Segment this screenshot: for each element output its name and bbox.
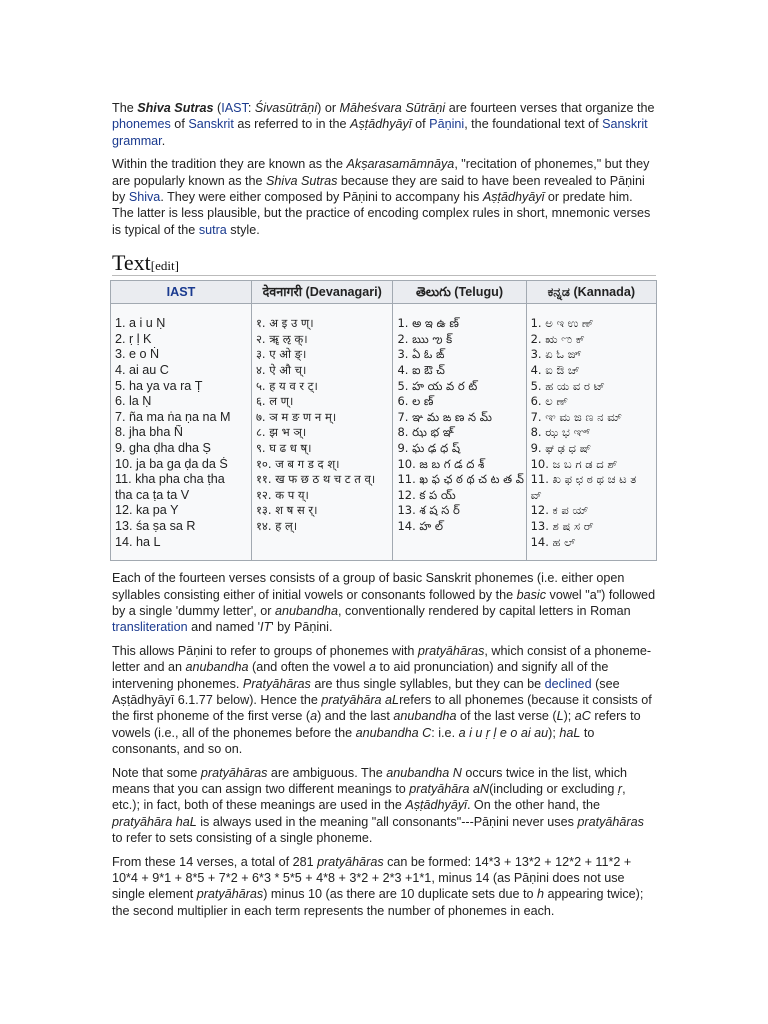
text-run: to consonants, and so on. [112,725,595,757]
iast-line: 7. ña ma ṅa ṇa na M [115,409,231,424]
term-sivasutrani: Śivasūtrāṇi [254,101,318,115]
text-run: ) minus 10 (as there are 10 duplicate sets due to [263,887,537,902]
iast-line: 10. ja ba ga ḍa da Ś [115,456,228,471]
devanagari-line: ९. घ ढ ध ष्। [255,441,312,455]
term-astadhyayi: Aṣṭādhyāyī [482,190,545,205]
link-phonemes[interactable]: phonemes [112,117,171,132]
link-shiva[interactable]: Shiva [128,190,161,205]
table-header-row [111,281,657,304]
kannada-line: 2. ಋ ಌ ಕ್ [530,331,585,346]
text-run: ) or [317,101,340,115]
iast-line: 12. ka pa Y [115,503,179,518]
devanagari-line: १४. ह ल्। [255,518,298,533]
text-run: (see Aṣṭādhyāyī 6.1.77 below). Hence the [112,676,620,707]
header-iast[interactable]: IAST [111,281,252,304]
kannada-line: 14. ಹ ಲ್ [530,534,576,549]
telugu-line: 14. హ ల్ [397,518,444,533]
text-run: can be formed: 14*3 + 13*2 + 12*2 + 11*2 + 10*4 + 9*1 + 8*5 + 7*2 + 6*3 * 5*5 + 4*8 + 3*2 + 2*3 +1*1, minus 14 (as Pāṇini does not use single element [112,854,632,902]
term-shiva-sutras: Shiva Sutras [266,173,338,188]
text-run: of [411,117,430,132]
link-panini[interactable]: Pāṇini [429,117,465,132]
term-it: IT [260,620,272,635]
kannada-line: 13. ಶ ಷ ಸ ರ್ [530,518,594,533]
telugu-line: 2. ఋ ఌ క్ [397,331,453,346]
term-mahesvara-sutrani: Māheśvara Sūtrāṇi [339,101,446,115]
text-run: , etc.); in fact, both of these meanings are used in the [112,782,626,813]
text-run: style. [226,222,260,237]
text-run: are thus single syllables, but they can be [310,676,545,691]
telugu-line: 12. క ప య్ [397,487,456,502]
devanagari-line: ४. ऐ औ च्। [255,363,307,378]
text-run: : i.e. [431,725,459,740]
iast-line: 3. e o Ṅ [115,347,160,362]
term-aksarasamamnaya: Akṣarasamāmnāya [346,157,455,172]
devanagari-line: २. ॠ ऌ क्। [255,331,308,346]
term-anubandha: anubandha [393,709,457,724]
column-iast [111,304,252,561]
text-run: of the last verse ( [456,709,557,724]
text-run: ) and the last [317,709,394,724]
link-sutra[interactable]: sutra [198,222,227,237]
telugu-line: 1. అ ఇ ఉ ణ్ [397,316,459,331]
text-run: ' by Pāṇini. [271,620,333,635]
text-run: . They were either composed by Pāṇini to accompany his [160,190,483,205]
text-run: , "recitation of phonemes," but they are popularly known as the [112,157,650,188]
term-astadhyayi: Aṣṭādhyāyī [350,117,412,132]
text-run: Note that some [112,765,201,780]
kannada-line: 7. ಞ ಮ ಙ ಣ ನ ಮ್ [530,409,622,424]
text-run: . [161,133,166,148]
link-sanskrit[interactable]: Sanskrit [188,117,234,132]
devanagari-line: १०. ज ब ग ड द श्। [255,456,340,471]
devanagari-line: ११. ख फ छ ठ थ च ट त व्। [255,472,376,487]
iast-line: 2. ṛ ḷ K [115,331,152,346]
term-pratyaharas: Pratyāhāras [242,676,311,691]
link-iast[interactable]: IAST [221,101,248,115]
term-pratyaharas: pratyāhāras [196,887,264,902]
sutras-table [110,280,657,561]
text-run: (including or excluding [489,782,618,797]
link-transliteration[interactable]: transliteration [112,620,188,635]
term-pratyahara-hal: pratyāhāra haL [112,814,197,829]
text-run: refers to vowels (i.e., all of the phonemes before the [112,709,641,740]
kannada-line: 12. ಕ ಪ ಯ್ [530,503,589,518]
telugu-line: 4. ఐ ఔ చ్ [397,363,445,378]
text-run: vowel "a") followed by a single 'dummy letter', or [112,587,656,618]
term-pratyaharas: pratyāhāras [417,643,485,658]
term-pratyahara-an: pratyāhāra aN [409,782,490,797]
text-run: are ambiguous. The [267,765,387,780]
kannada-line: 8. ಝ ಭ ಞ್ [530,425,590,440]
column-kannada [526,304,656,561]
telugu-line: 8. ఝ భ ఞ్ [397,425,455,440]
iast-line: 8. jha bha Ñ [115,425,183,440]
term-r: ṛ [617,782,623,797]
kannada-line: 10. ಜ ಬ ಗ ಡ ದ ಶ್ [530,456,618,471]
text-run: . On the other hand, the [466,798,600,813]
term-a: a [368,660,376,675]
term-shiva-sutras: Shiva Sutras [137,101,214,115]
text-run: refers to all phonemes (because it consists of the first phoneme of the first verse ( [112,693,652,724]
term-pratyaharas: pratyāhāras [577,814,644,829]
term-al: aL [385,693,400,707]
text-run: (and often the vowel [248,660,369,675]
text-run: This allows Pāṇini to refer to groups of phonemes with [112,643,418,658]
devanagari-line: १२. क प य्। [255,487,309,502]
text-run: occurs twice in the list, which means that you can assign two different meanings to [112,765,628,797]
header-kannada: ಕನ್ನಡ (Kannada) [526,281,656,304]
kannada-line: 4. ಐ ಔ ಚ್ [530,363,580,378]
term-pratyaharas: pratyāhāras [200,765,268,780]
telugu-line: 3. ఏ ఓ ఙ్ [397,347,445,362]
text-run: or predate him. The latter is less plausible, but the practice of encoding complex rules in short, mnemonic verses is typical of the [112,190,651,237]
devanagari-line: ५. ह य व र ट्। [255,378,318,393]
text-run: : [247,101,255,115]
text-run: as referred to in the [233,117,351,132]
term-ac: aC [574,709,591,724]
link-declined[interactable]: declined [544,676,592,691]
telugu-line: 7. ఞ మ ఙ ణ న మ్ [397,409,492,424]
telugu-line: 10. జ బ గ డ ద శ్ [397,456,485,471]
iast-line: 5. ha ya va ra Ṭ [115,378,203,393]
text-run: is always used in the meaning "all consonants"---Pāṇini never uses [196,814,578,829]
devanagari-line: १३. श ष स र्। [255,503,318,518]
term-anubandha-n: anubandha N [386,765,462,780]
text-run: to refer to sets consisting of a single phoneme. [112,831,373,846]
term-anubandha: anubandha [185,660,249,675]
iast-line: tha ca ṭa ta V [115,487,190,502]
term-basic: basic [516,587,547,602]
section-title: Text [112,250,151,276]
telugu-line: 11. ఖ ఫ ఛ ఠ థ చ ట త వ్ [397,472,524,487]
text-run: of [170,117,189,132]
text-run: appearing twice); the second multiplier in each term represents the number of phonemes in each. [112,887,644,918]
kannada-line: ವ್ [530,487,542,502]
kannada-line: 6. ಲ ಣ್ [530,394,568,409]
term-vowels: a i u ṛ ḷ e o ai au [458,725,549,740]
iast-line: 6. la Ṇ [115,394,152,409]
text-run: Within the tradition they are known as the [112,157,347,172]
text-run: and named ' [187,620,261,635]
kannada-line: 9. ಘ ಢ ಧ ಷ್ [530,441,592,455]
text-run: are fourteen verses that organize the [445,101,655,115]
term-a: a [310,709,318,724]
text-run: Each of the fourteen verses consists of a group of basic Sanskrit phonemes (i.e. either open syllables consisting either of initial vowels or consonants followed by the [112,571,625,602]
devanagari-line: ७. ञ म ङ ण न म्। [255,409,337,424]
text-run: From these 14 verses, a total of 281 [112,854,318,869]
text-run: , which consist of a phoneme-letter and an [112,643,652,675]
term-l: L [556,709,564,724]
intro-paragraph-2 [112,156,656,238]
header-telugu: తెలుగు (Telugu) [393,281,526,304]
text-run: because they are said to have been revealed to Pāṇini by [112,173,645,205]
devanagari-line: ३. ए ओ ङ्। [255,347,307,362]
text-run: , the foundational text of [464,117,603,132]
text-run: The [112,101,138,115]
telugu-line: 5. హ య వ ర ట్ [397,378,478,393]
term-h: h [536,887,544,902]
term-hal: haL [559,725,581,740]
iast-line: 1. a i u Ṇ [115,316,166,331]
header-devanagari: देवनागरी (Devanagari) [251,281,393,304]
term-astadhyayi: Aṣṭādhyāyī [405,798,467,813]
table-row [111,304,657,561]
text-run: ( [213,101,222,115]
text-run: ); [548,725,560,740]
column-devanagari [251,304,393,561]
iast-line: 13. śa ṣa sa R [115,518,196,533]
intro-paragraph-1 [112,100,656,149]
section-heading-text [112,252,656,276]
iast-line: 11. kha pha cha ṭha [115,472,225,487]
iast-line: 14. ha L [115,534,161,549]
paragraph-count [112,854,656,920]
kannada-line: 11. ಖ ಫ ಛ ಠ ಥ ಚ ಟ ತ [530,472,637,487]
devanagari-line: ८. झ भ ञ्। [255,425,307,440]
term-pratyaharas: pratyāhāras [317,854,384,869]
telugu-line: 6. ల ణ్ [397,394,434,409]
devanagari-line: १. अ इ उ ण्। [255,316,314,331]
term-anubandha-c: anubandha C [355,725,432,740]
text-run: to aid pronunciation) and signify all of the intervening phonemes. [112,660,609,691]
paragraph-ambiguity [112,765,656,847]
link-sanskrit-grammar[interactable]: Sanskrit grammar [112,117,648,148]
devanagari-line: ६. ल ण्। [255,394,294,409]
iast-line: 4. ai au C [115,363,169,378]
term-pratyahara: pratyāhāra [321,693,382,707]
text-run: ); [563,709,575,724]
paragraph-anubandha [112,570,656,636]
edit-section-link[interactable]: [edit] [150,258,179,274]
paragraph-pratyaharas [112,643,656,758]
kannada-line: 1. ಅ ಇ ಉ ಣ್ [530,316,594,331]
term-anubandha: anubandha [275,603,339,618]
column-telugu [393,304,526,561]
telugu-line: 9. ఘ ఢ ధ ష్ [397,441,461,455]
kannada-line: 3. ಏ ಓ ಙ್ [530,347,582,362]
article-body [112,100,656,926]
kannada-line: 5. ಹ ಯ ವ ರ ಟ್ [530,378,605,393]
telugu-line: 13. శ ష స ర్ [397,503,460,518]
text-run: , conventionally rendered by capital letters in Roman [338,603,631,618]
iast-line: 9. gha ḍha dha Ṣ [115,441,211,455]
